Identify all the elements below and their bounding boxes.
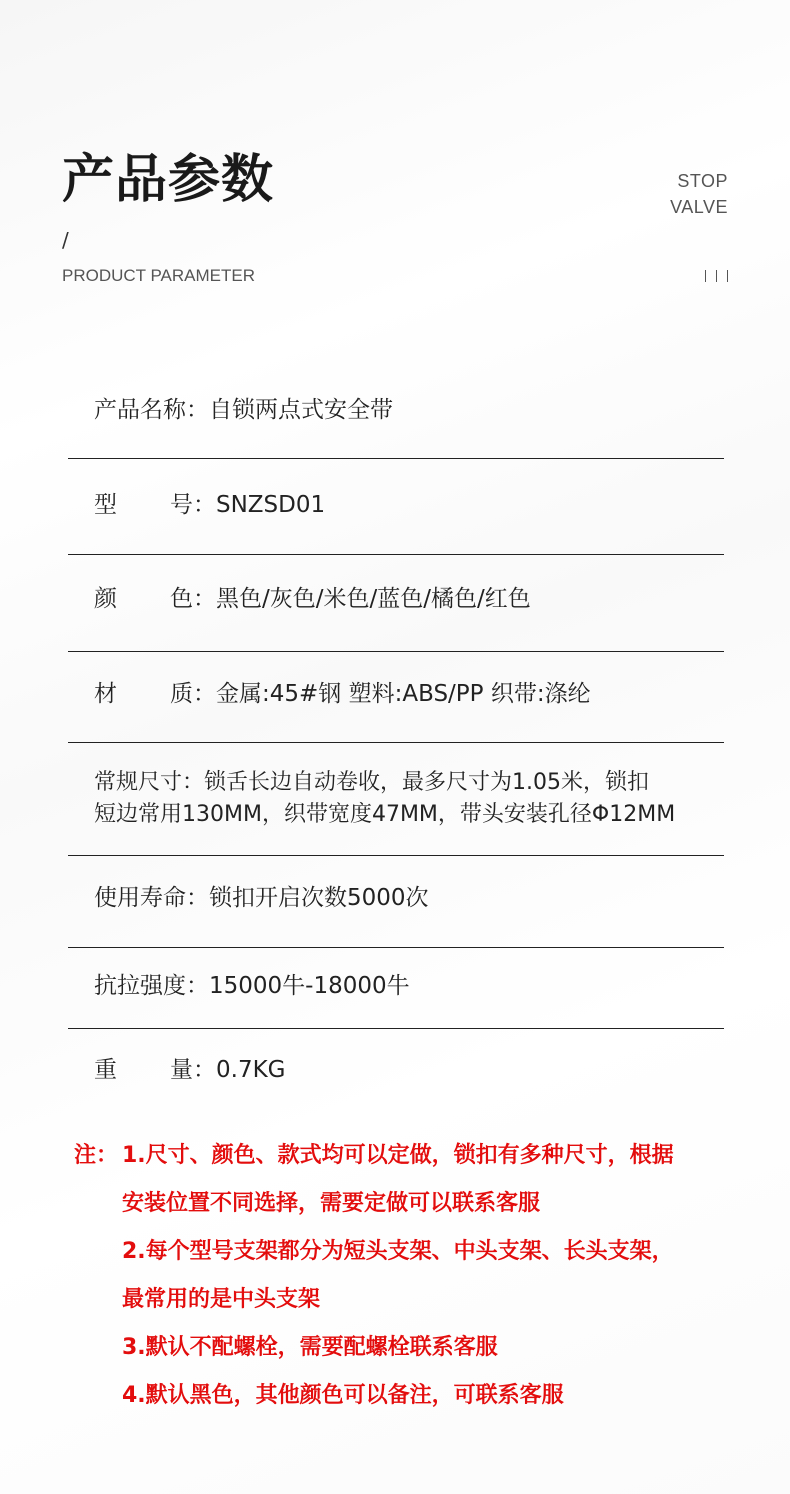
spec-row-model	[68, 459, 724, 555]
spec-value: 0.7KG	[216, 1057, 286, 1083]
spec-row-material	[68, 652, 724, 743]
tick-mark	[727, 270, 728, 282]
spec-label: 使用寿命：	[94, 885, 209, 911]
spec-row-size	[68, 743, 724, 856]
spec-label-char1: 重	[94, 1057, 117, 1083]
spec-label-char2: 质：	[170, 681, 216, 707]
spec-value: 黑色/灰色/米色/蓝色/橘色/红色	[216, 586, 531, 612]
tick-mark	[716, 270, 717, 282]
spec-value-line2: 短边常用130MM，织带宽度47MM，带头安装孔径Φ12MM	[94, 802, 676, 827]
spec-row-product-name	[68, 370, 724, 459]
spec-value: 自锁两点式安全带	[209, 397, 393, 423]
spec-label-char1: 型	[94, 492, 117, 518]
spec-label-char1: 材	[94, 681, 117, 707]
notes-prefix: 注：	[74, 1143, 119, 1168]
spec-label-char2: 号：	[170, 492, 216, 518]
note-line: 1.尺寸、颜色、款式均可以定做，锁扣有多种尺寸，根据	[122, 1143, 674, 1168]
spec-label: 常规尺寸：	[94, 770, 205, 795]
slash-divider: /	[62, 228, 69, 252]
side-label-line2: VALVE	[670, 197, 728, 217]
note-line: 最常用的是中头支架	[122, 1287, 321, 1312]
spec-row-color	[68, 555, 724, 652]
page-title: 产品参数	[62, 150, 275, 210]
note-line: 2.每个型号支架都分为短头支架、中头支架、长头支架，	[122, 1239, 674, 1264]
spec-value: 15000牛-18000牛	[209, 973, 410, 999]
spec-row-weight	[68, 1029, 724, 1109]
spec-label: 抗拉强度：	[94, 973, 209, 999]
spec-row-lifespan	[68, 856, 724, 948]
tick-marks-decoration	[705, 270, 728, 282]
side-label-line1: STOP	[677, 171, 728, 191]
spec-label: 产品名称：	[94, 397, 209, 423]
note-line: 3.默认不配螺栓，需要配螺栓联系客服	[122, 1335, 498, 1360]
spec-label-char2: 色：	[170, 586, 216, 612]
spec-value: SNZSD01	[216, 492, 326, 518]
side-label	[670, 168, 728, 220]
page-subtitle: PRODUCT PARAMETER	[62, 266, 256, 285]
spec-row-tensile-strength	[68, 948, 724, 1029]
spec-value: 金属:45#钢 塑料:ABS/PP 织带:涤纶	[216, 681, 591, 707]
spec-label-char2: 量：	[170, 1057, 216, 1083]
note-line: 4.默认黑色，其他颜色可以备注，可联系客服	[122, 1383, 564, 1408]
spec-value: 锁扣开启次数5000次	[209, 885, 429, 911]
spec-value: 锁舌长边自动卷收，最多尺寸为1.05米，锁扣	[204, 770, 650, 795]
note-line: 安装位置不同选择，需要定做可以联系客服	[122, 1191, 541, 1216]
spec-label-char1: 颜	[94, 586, 117, 612]
tick-mark	[705, 270, 706, 282]
